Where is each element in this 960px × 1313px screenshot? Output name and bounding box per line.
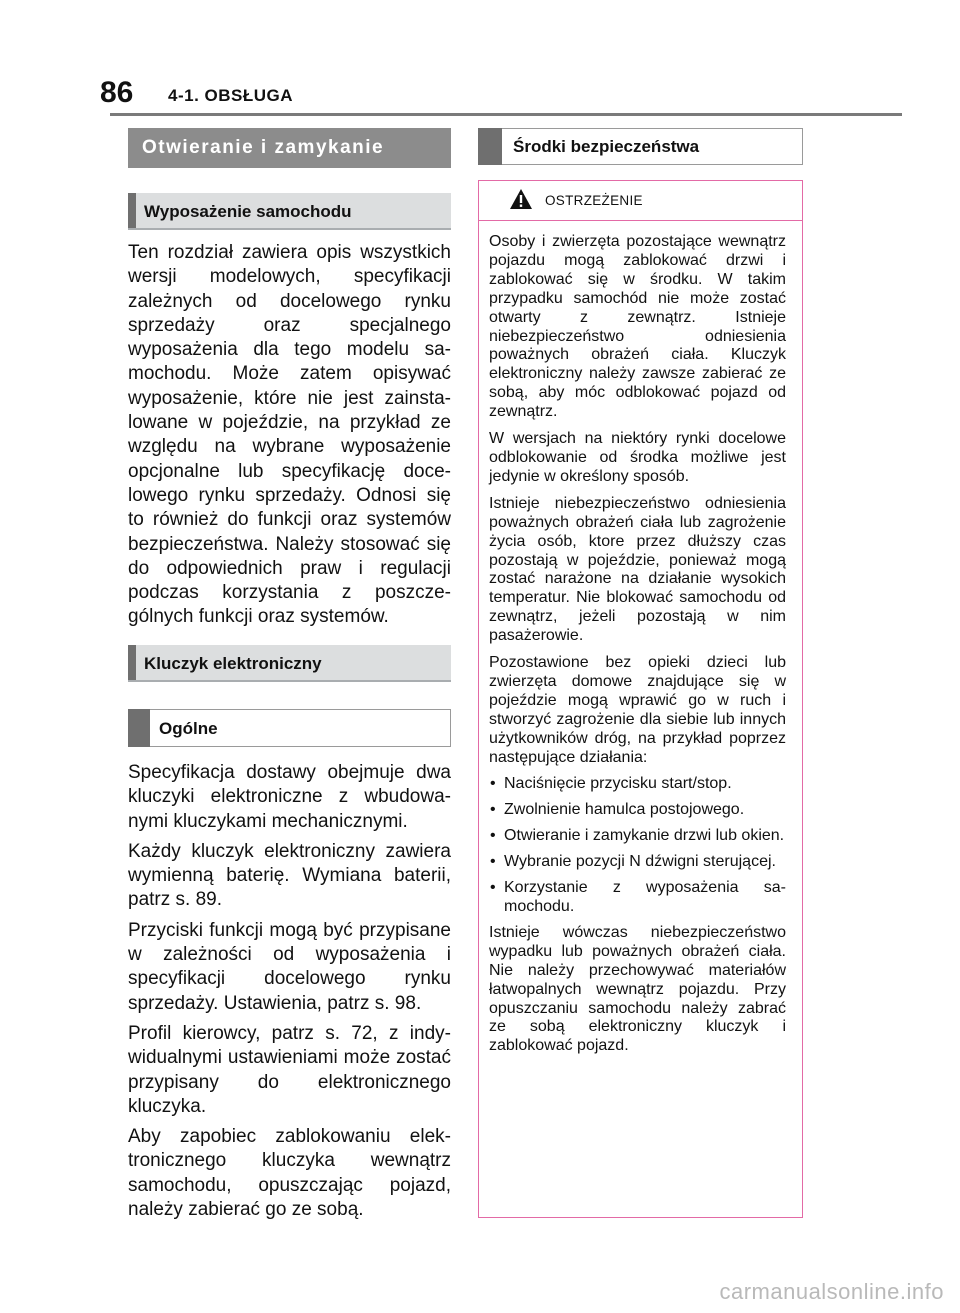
intro-text: Ten rozdział zawiera opis wszystkich wersji modelowych, specyfikacji zależnych od docelowego rynku sprzedaży oraz specjalnego wyposażenia dla tego modelu samochodu. Może zatem opisywać wyposażenie, które nie jest zainstalowane w pojeździe, na przykład ze względu na wybrane wyposażenie opcjonalne lub specyfikację docelowego rynku sprzedaży. Odnosi się to również do funkcji oraz systemów bezpieczeństwa. Należy stosować się do odpowiednich praw i regulacji podczas korzystania z poszczególnych funkcji oraz systemów. (128, 242, 451, 628)
subheading-electronic-key: Kluczyk elektroniczny (128, 645, 451, 682)
warning-label: OSTRZEŻENIE (545, 193, 643, 208)
paragraph: Przyciski funkcji mogą być przypisane w zależności od wyposażenia i specyfikacji docelowego rynku sprzedaży. Ustawienia, patrz s. 98. (128, 919, 451, 1014)
paragraph: Aby zapobiec zablokowaniu elektronicznego kluczyka wewnątrz samochodu, opuszczając pojazd, należy zabierać go ze sobą. (128, 1126, 451, 1221)
warning-paragraph: Osoby i zwierzęta pozostające wewnątrz pojazdu mogą zablokować drzwi i zablokować się w środku. W takim przypadku samochód nie może zostać otwarty z zewnątrz. Istnieje niebezpieczeństwo odniesienia poważnych obrażeń ciała. Kluczyk elektroniczny należy zawsze zabierać ze sobą, aby móc odblokować pojazd od zewnątrz. (489, 233, 786, 421)
subheading-general: Ogólne (128, 709, 451, 747)
list-item: • Otwieranie i zamykanie drzwi lub okien. (489, 827, 786, 846)
header-rule (110, 113, 902, 116)
watermark: carmanualsonline.info (719, 1279, 944, 1304)
warning-closing: Istnieje wówczas niebezpieczeństwo wypadku lub poważnych obrażeń ciała. Nie należy przechowywać materiałów łatwopalnych wewnątrz pojazdu. Przy opuszczaniu samochodu należy zabrać ze sobą elektroniczny kluczyk i zablokować pojazd. (489, 923, 786, 1055)
list-item: • Naciśnięcie przycisku start/stop. (489, 775, 786, 794)
page-number: 86 (100, 76, 134, 109)
paragraph: Profil kierowcy, patrz s. 72, z indywidualnymi ustawieniami może zostać przypisany do elektronicznego kluczyka. (128, 1022, 451, 1117)
list-item: • Zwolnienie hamulca postojowego. (489, 801, 786, 820)
safety-heading: Środki bezpieczeństwa (478, 128, 803, 165)
subheading-equipment: Wyposażenie samochodu (128, 193, 451, 230)
warning-paragraph: W wersjach na niektóry rynki docelowe odblokowanie od środka możliwe jest jedynie w określony sposób. (489, 430, 786, 485)
general-text (128, 761, 451, 1228)
list-item: • Korzystanie z wyposażenia samochodu. (489, 879, 786, 917)
warning-triangle-icon (509, 188, 533, 210)
list-item: • Wybranie pozycji N dźwigni sterującej. (489, 853, 786, 872)
warning-paragraph: Istnieje niebezpieczeństwo odniesienia poważnych obrażeń ciała lub zagrożenie życia osób, ktore przez dłuższy czas pozostają w pojeździe, ponieważ mogą zostać narażone na działanie wysokich temperatur. Nie blokować samochodu od zewnątrz, jeżeli pozostają w nim pasażerowie. (489, 494, 786, 645)
paragraph: Specyfikacja dostawy obejmuje dwa kluczyki elektroniczne z wbudowanymi kluczykami mechanicznymi. (128, 762, 451, 832)
warning-body (479, 221, 802, 1056)
warning-box (478, 180, 803, 1218)
warning-header (479, 181, 802, 221)
warning-list (489, 775, 786, 916)
main-heading: Otwieranie i zamykanie (128, 128, 451, 168)
section-title: 4-1. OBSŁUGA (168, 86, 294, 105)
warning-paragraph: Pozostawione bez opieki dzieci lub zwierzęta domowe znajdujące się w pojeździe mogą wprawić go w ruch i stworzyć zagrożenie dla siebie lub innych użytkowników dróg, na przykład poprzez następujące działania: (489, 654, 786, 766)
paragraph: Każdy kluczyk elektroniczny zawiera wymienną baterię. Wymiana baterii, patrz s. 89. (128, 840, 451, 911)
